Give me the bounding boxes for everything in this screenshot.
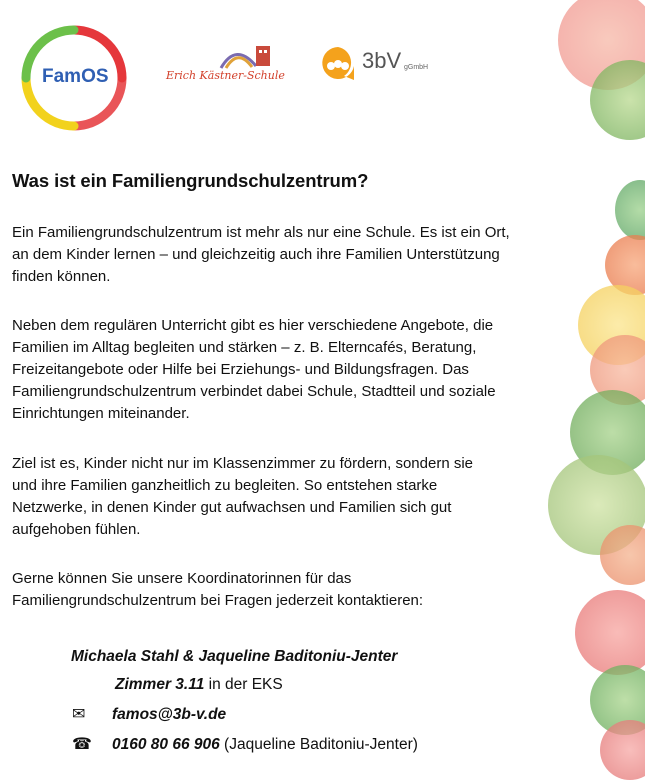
- contact-phone[interactable]: 0160 80 66 906: [112, 736, 220, 753]
- envelope-icon: ✉: [72, 706, 86, 723]
- paragraph-line: Gerne können Sie unsere Koordinatorinnen für das: [12, 570, 352, 587]
- contact-email[interactable]: famos@3b-v.de: [112, 706, 227, 723]
- contact-phone-row: [72, 734, 418, 754]
- header-logos: [0, 0, 560, 130]
- provider-logo-text: 3bV: [362, 48, 402, 73]
- paragraph-line: Netzwerke, in denen Kinder gut aufwachsen und Familien sich gut: [12, 499, 452, 516]
- school-logo: [166, 40, 288, 82]
- contact-email-row: [72, 704, 226, 724]
- provider-logo-subtext: gGmbH: [404, 64, 429, 71]
- paragraph-line: und ihre Familien ganzheitlich zu begleiten. So entstehen starke: [12, 477, 438, 494]
- paragraph-line: finden können.: [12, 268, 111, 285]
- paragraph-line: an dem Kinder lernen – und gleichzeitig auch ihre Familien Unterstützung: [12, 246, 500, 263]
- paragraph-line: aufgehoben fühlen.: [12, 521, 141, 538]
- paragraph-line: Ein Familiengrundschulzentrum ist mehr als nur eine Schule. Es ist ein Ort,: [12, 224, 510, 241]
- room-location: in der EKS: [204, 676, 283, 693]
- paragraph-offers: [12, 315, 496, 425]
- paragraph-line: Familien im Alltag begleiten und stärken – z. B. Elterncafés, Beratung,: [12, 339, 477, 356]
- paragraph-line: Neben dem regulären Unterricht gibt es hier verschiedene Angebote, die: [12, 317, 494, 334]
- contact-room: [115, 676, 283, 694]
- paragraph-line: Einrichtungen miteinander.: [12, 405, 190, 422]
- famos-logo-text: FamOS: [42, 66, 109, 87]
- paragraph-contact-intro: [12, 568, 423, 612]
- main-content: [12, 170, 587, 609]
- page-title: Was ist ein Familiengrundschulzentrum?: [12, 170, 369, 191]
- paragraph-line: Freizeitangebote oder Hilfe bei Erziehungs- und Bildungsfragen. Das: [12, 361, 469, 378]
- paragraph-line: Familiengrundschulzentrum bei Fragen jederzeit kontaktieren:: [12, 592, 424, 609]
- paragraph-goal: [12, 453, 473, 541]
- paragraph-line: Ziel ist es, Kinder nicht nur im Klassenzimmer zu fördern, sondern sie: [12, 455, 474, 472]
- contact-phone-person: (Jaqueline Baditoniu-Jenter): [219, 736, 418, 753]
- telephone-icon: ☎: [72, 736, 92, 753]
- contact-names: Michaela Stahl & Jaqueline Baditoniu-Jenter: [71, 648, 398, 665]
- school-logo-text: Erich Kästner-Schule: [166, 69, 285, 82]
- famos-logo: [18, 22, 130, 134]
- paragraph-intro: [12, 222, 510, 288]
- provider-logo: [318, 44, 438, 84]
- room-number: Zimmer 3.11: [115, 676, 205, 693]
- paragraph-line: Familiengrundschulzentrum verbindet dabei Schule, Stadtteil und soziale: [12, 383, 496, 400]
